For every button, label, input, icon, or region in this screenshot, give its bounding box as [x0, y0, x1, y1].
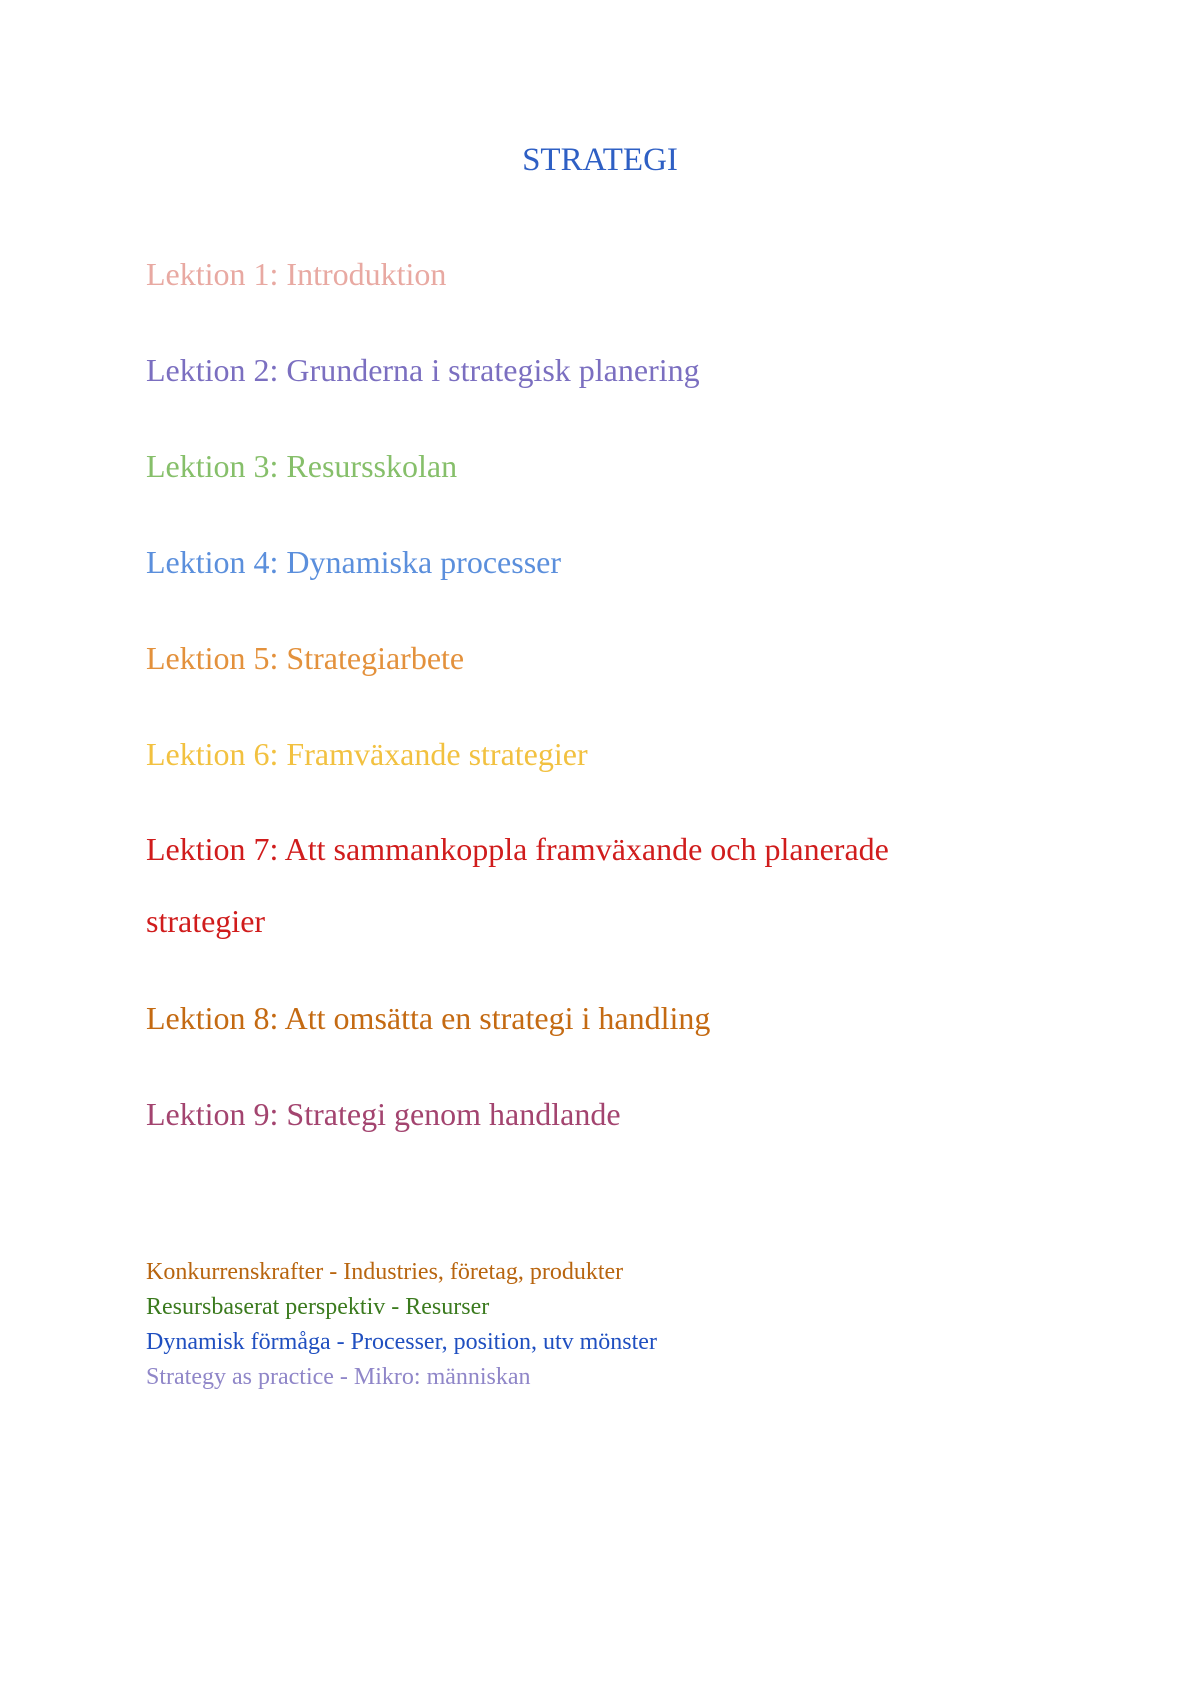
- lesson-item-9: Lektion 9: Strategi genom handlande: [146, 1096, 621, 1132]
- notes-block: [146, 1255, 1046, 1395]
- lesson-item-6: Lektion 6: Framväxande strategier: [146, 736, 588, 772]
- lesson-item-7: Lektion 7: Att sammankoppla framväxande och planerade strategier: [146, 831, 889, 939]
- lesson-item-8: Lektion 8: Att omsätta en strategi i handling: [146, 1000, 711, 1036]
- lesson-item-5: Lektion 5: Strategiarbete: [146, 640, 465, 676]
- note-line-1: Konkurrenskrafter - Industries, företag, produkter: [146, 1259, 624, 1285]
- note-line-3: Dynamisk förmåga - Processer, position, utv mönster: [146, 1329, 657, 1355]
- note-line-2: Resursbaserat perspektiv - Resurser: [146, 1294, 490, 1320]
- document-title: STRATEGI: [522, 142, 678, 178]
- note-line-4: Strategy as practice - Mikro: människan: [146, 1364, 531, 1390]
- lesson-item-3: Lektion 3: Resursskolan: [146, 448, 458, 484]
- lesson-item-1: Lektion 1: Introduktion: [146, 256, 447, 292]
- lesson-item-4: Lektion 4: Dynamiska processer: [146, 544, 561, 580]
- lesson-item-2: Lektion 2: Grunderna i strategisk planering: [146, 352, 700, 388]
